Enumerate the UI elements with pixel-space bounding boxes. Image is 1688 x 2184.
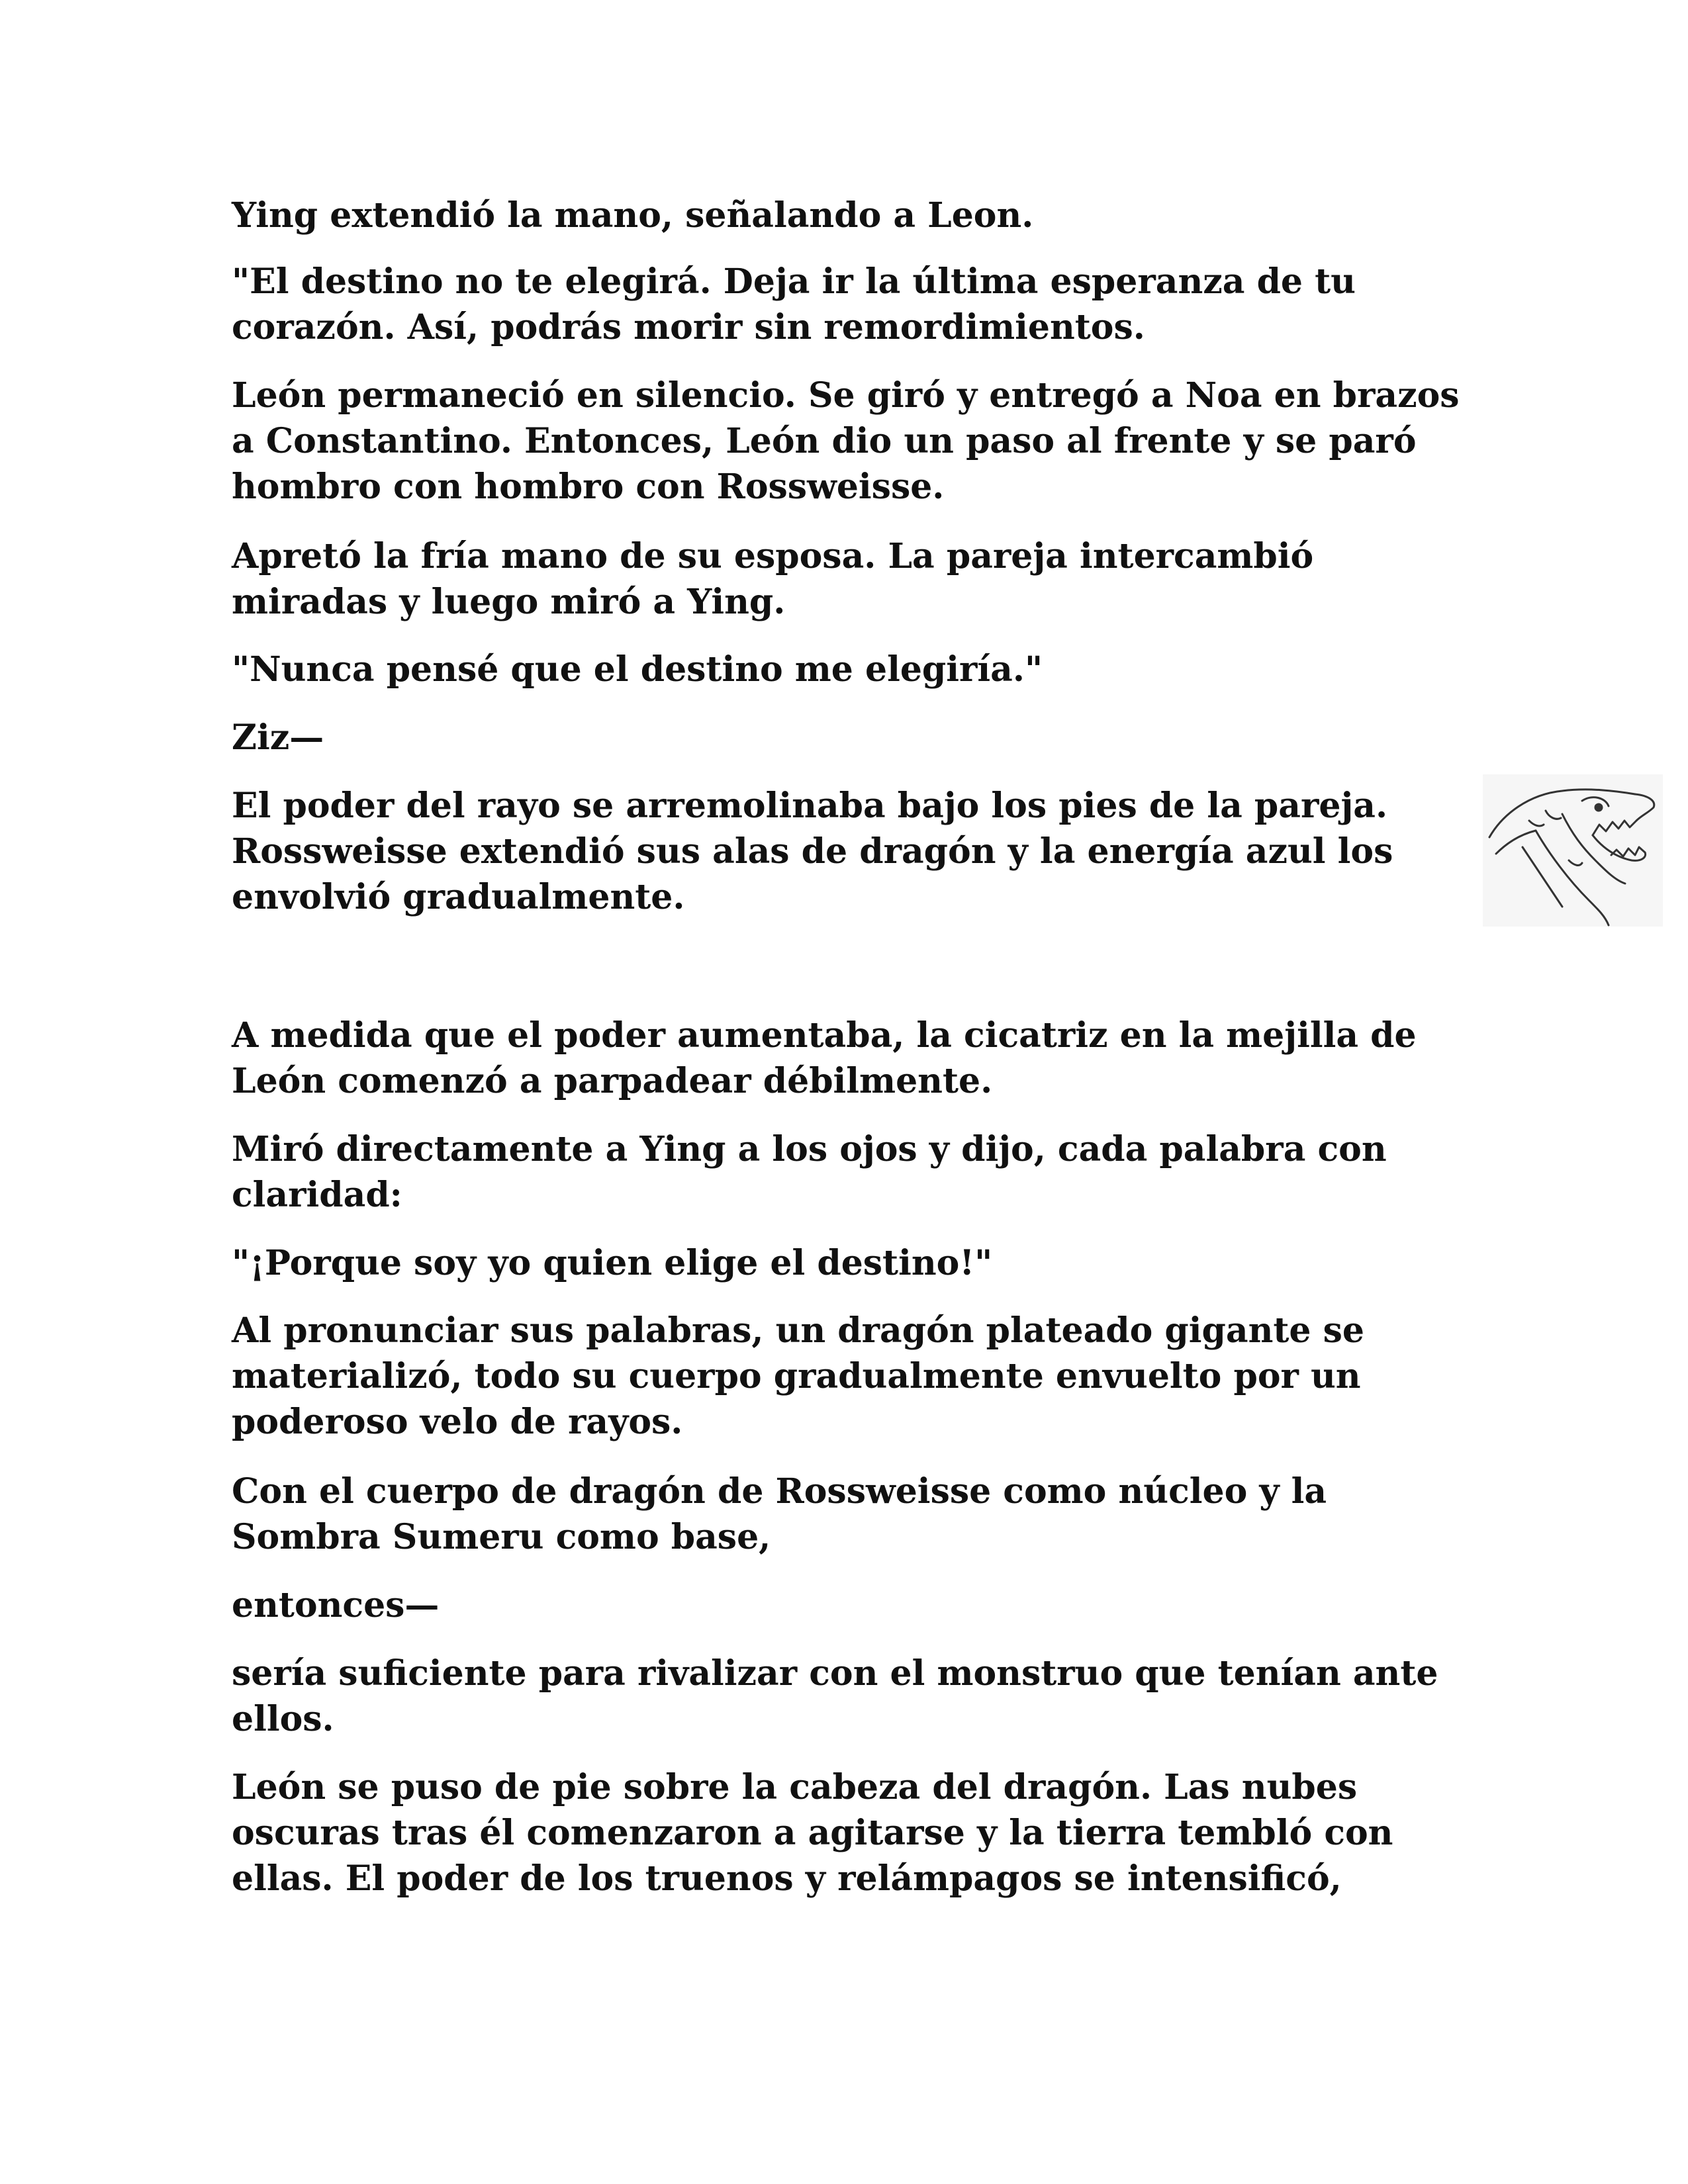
paragraph-5: "Nunca pensé que el destino me elegiría.": [232, 649, 1043, 690]
paragraph-2: "El destino no te elegirá. Deja ir la última esperanza de tu corazón. Así, podrás morir sin remordimientos.: [232, 261, 1356, 347]
paragraph-1: Ying extendió la mano, señalando a Leon.: [232, 195, 1034, 236]
paragraph-8: A medida que el poder aumentaba, la cicatriz en la mejilla de León comenzó a parpadear débilmente.: [232, 1015, 1417, 1101]
paragraph-15: León se puso de pie sobre la cabeza del dragón. Las nubes oscuras tras él comenzaron a agitarse y la tierra tembló con ellas. El poder de los truenos y relámpagos se intensificó,: [232, 1767, 1393, 1899]
paragraph-4: Apretó la fría mano de su esposa. La pareja intercambió miradas y luego miró a Ying.: [232, 536, 1314, 622]
paragraph-7: El poder del rayo se arremolinaba bajo los pies de la pareja. Rossweisse extendió sus alas de dragón y la energía azul los envolvió gradualmente.: [232, 786, 1393, 917]
paragraph-12: Con el cuerpo de dragón de Rossweisse como núcleo y la Sombra Sumeru como base,: [232, 1471, 1327, 1557]
paragraph-14: sería suficiente para rivalizar con el monstruo que tenían ante ellos.: [232, 1653, 1438, 1739]
paragraph-3: León permaneció en silencio. Se giró y entregó a Noa en brazos a Constantino. Entonces, León dio un paso al frente y se paró hombro con hombro con Rossweisse.: [232, 375, 1460, 507]
dinosaur-head-sketch-icon: [1483, 774, 1663, 927]
paragraph-10: "¡Porque soy yo quien elige el destino!": [232, 1243, 993, 1283]
paragraph-13: entonces—: [232, 1585, 440, 1625]
paragraph-6: Ziz—: [232, 717, 324, 758]
paragraph-11: Al pronunciar sus palabras, un dragón plateado gigante se materializó, todo su cuerpo gradualmente envuelto por un poderoso velo de rayos.: [232, 1310, 1364, 1442]
paragraph-9: Miró directamente a Ying a los ojos y dijo, cada palabra con claridad:: [232, 1129, 1387, 1215]
